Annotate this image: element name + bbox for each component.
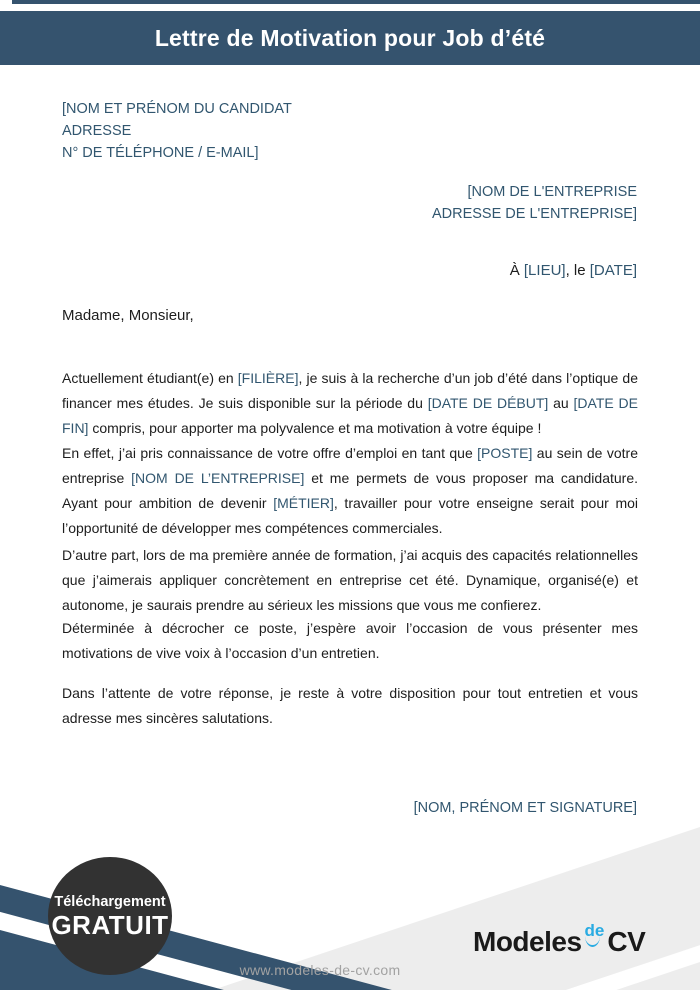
sender-line: [NOM ET PRÉNOM DU CANDIDAT: [62, 101, 292, 117]
modeles-de-cv-logo: [473, 921, 646, 959]
text-segment: Dans l’attente de votre réponse, je reste à votre disposition pour tout entretien et vous adresse mes sincères salutations.: [62, 685, 638, 726]
header-bar: [0, 11, 700, 65]
placeholder-field: [DATE DE FIN]: [62, 395, 638, 436]
header-top-line: [12, 0, 700, 4]
logo-smile-icon: [585, 936, 600, 947]
placeholder-field: [POSTE]: [477, 445, 533, 461]
page-title: Lettre de Motivation pour Job d’été: [154, 24, 546, 51]
text-segment: au sein de votre entreprise: [62, 445, 639, 486]
logo-de-mark: [585, 921, 605, 941]
text-segment: et me permets de vous proposer ma candidature. Ayant pour ambition de devenir: [62, 470, 638, 511]
text-segment: compris, pour apporter ma polyvalence et ma motivation à votre équipe !: [88, 420, 542, 436]
placeholder-field: [DATE]: [589, 262, 637, 279]
placeholder-field: [MÉTIER]: [273, 495, 334, 511]
logo-word-modeles: Modeles: [473, 926, 582, 957]
recipient-line: [NOM DE L'ENTREPRISE: [467, 184, 637, 200]
text-segment: au: [548, 395, 574, 411]
recipient-block: [432, 181, 637, 225]
salutation: Madame, Monsieur,: [62, 307, 194, 324]
placeholder-field: [DATE DE DÉBUT]: [427, 395, 549, 411]
badge-label: Téléchargement: [54, 894, 166, 910]
letter-body: [62, 366, 638, 731]
sender-block: [62, 98, 292, 164]
logo-word-cv: CV: [607, 926, 646, 957]
date-line: [510, 262, 637, 279]
text-segment: Actuellement étudiant(e) en: [62, 370, 238, 386]
paragraph: [62, 543, 638, 618]
text-segment: En effet, j’ai pris connaissance de votre offre d’emploi en tant que: [62, 445, 478, 461]
placeholder-field: [FILIÈRE]: [237, 370, 299, 386]
recipient-line: ADRESSE DE L'ENTREPRISE]: [431, 206, 637, 222]
text-segment: À: [509, 262, 524, 279]
text-segment: , le: [565, 262, 590, 279]
text-segment: Déterminée à décrocher ce poste, j’espère avoir l’occasion de vous présenter mes motivations de vive voix à l’occasion d’un entretien.: [62, 620, 638, 661]
sender-line: N° DE TÉLÉPHONE / E-MAIL]: [62, 145, 259, 161]
website-url: www.modeles-de-cv.com: [239, 962, 401, 978]
text-segment: D’autre part, lors de ma première année de formation, j’ai acquis des capacités relationnelles que j’aimerais appliquer concrètement en entreprise cet été. Dynamique, organisé(e) et autonome, je saurais prendre au sérieux les missions que vous me confierez.: [62, 547, 638, 613]
logo-word-de: de: [584, 921, 605, 940]
placeholder-field: [NOM DE L’ENTREPRISE]: [131, 470, 305, 486]
paragraph: [62, 366, 638, 441]
sender-line: ADRESSE: [62, 123, 132, 139]
paragraph: [62, 681, 638, 731]
free-download-badge: [48, 857, 172, 975]
badge-label-strong: GRATUIT: [51, 910, 169, 940]
signature-line: [NOM, PRÉNOM ET SIGNATURE]: [413, 800, 637, 816]
paragraph: [62, 616, 638, 666]
placeholder-field: [LIEU]: [523, 262, 566, 279]
paragraph: [62, 441, 638, 541]
text-segment: , je suis à la recherche d’un job d’été dans l’optique de financer mes études. Je suis disponible sur la période du: [62, 370, 638, 411]
text-segment: , travailler pour votre enseigne serait pour moi l’opportunité de développer mes compétences commerciales.: [62, 495, 639, 536]
